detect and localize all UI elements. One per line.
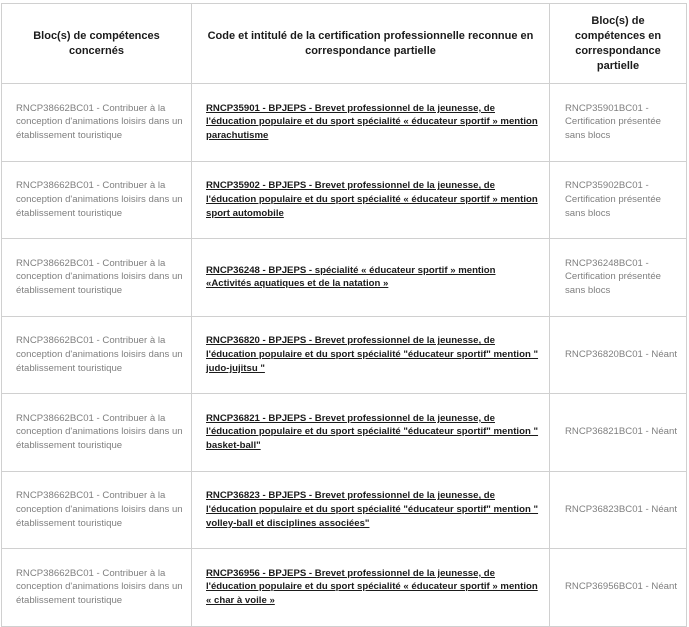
cell-correspondence: RNCP36248BC01 - Certification présentée sans blocs: [550, 239, 687, 317]
table-row: [2, 394, 687, 472]
header-competence-blocks: Bloc(s) de compétences concernés: [2, 4, 192, 84]
certification-link[interactable]: RNCP36956 - BPJEPS - Brevet professionnel de la jeunesse, de l'éducation populaire et du sport spécialité « éducateur sportif » mention « char à voile »: [206, 567, 538, 607]
table-row: [2, 161, 687, 239]
cell-correspondence: RNCP35901BC01 - Certification présentée sans blocs: [550, 84, 687, 162]
table-row: [2, 316, 687, 394]
certification-link[interactable]: RNCP36821 - BPJEPS - Brevet professionnel de la jeunesse, de l'éducation populaire et du sport spécialité "éducateur sportif" mention " basket-ball": [206, 412, 539, 452]
cell-certification: [192, 394, 550, 472]
cell-competence-block: RNCP38662BC01 - Contribuer à la conception d'animations loisirs dans un établissement touristique: [2, 471, 192, 549]
cell-competence-block: RNCP38662BC01 - Contribuer à la conception d'animations loisirs dans un établissement touristique: [2, 161, 192, 239]
cell-certification: [192, 316, 550, 394]
cell-competence-block: RNCP38662BC01 - Contribuer à la conception d'animations loisirs dans un établissement touristique: [2, 316, 192, 394]
cell-correspondence: RNCP36956BC01 - Néant: [550, 549, 687, 627]
header-correspondence-blocks: Bloc(s) de compétences en correspondance partielle: [550, 4, 687, 84]
cell-correspondence: RNCP36823BC01 - Néant: [550, 471, 687, 549]
table-header-row: [2, 4, 687, 84]
certification-link[interactable]: RNCP36248 - BPJEPS - spécialité « éducateur sportif » mention «Activités aquatiques et de la natation »: [206, 264, 496, 290]
table-row: [2, 239, 687, 317]
table-row: [2, 549, 687, 627]
certification-link[interactable]: RNCP36823 - BPJEPS - Brevet professionnel de la jeunesse, de l'éducation populaire et du sport spécialité "éducateur sportif" mention " volley-ball et disciplines associées": [206, 490, 539, 529]
cell-competence-block: RNCP38662BC01 - Contribuer à la conception d'animations loisirs dans un établissement touristique: [2, 394, 192, 472]
cell-certification: [192, 84, 550, 162]
cell-correspondence: RNCP35902BC01 - Certification présentée sans blocs: [550, 161, 687, 239]
header-certification: Code et intitulé de la certification professionnelle reconnue en correspondance partielle: [192, 4, 550, 84]
certification-link[interactable]: RNCP35901 - BPJEPS - Brevet professionnel de la jeunesse, de l'éducation populaire et du sport spécialité « éducateur sportif » mention parachutisme: [206, 102, 538, 142]
cell-certification: [192, 549, 550, 627]
certification-link[interactable]: RNCP36820 - BPJEPS - Brevet professionnel de la jeunesse, de l'éducation populaire et du sport spécialité "éducateur sportif" mention " judo-jujitsu ": [206, 335, 539, 374]
cell-certification: [192, 161, 550, 239]
correspondence-table: [1, 3, 687, 627]
cell-certification: [192, 471, 550, 549]
cell-certification: [192, 239, 550, 317]
cell-correspondence: RNCP36820BC01 - Néant: [550, 316, 687, 394]
certification-link[interactable]: RNCP35902 - BPJEPS - Brevet professionnel de la jeunesse, de l'éducation populaire et du sport spécialité « éducateur sportif » mention sport automobile: [206, 180, 538, 219]
cell-competence-block: RNCP38662BC01 - Contribuer à la conception d'animations loisirs dans un établissement touristique: [2, 239, 192, 317]
table-row: [2, 84, 687, 162]
cell-correspondence: RNCP36821BC01 - Néant: [550, 394, 687, 472]
cell-competence-block: RNCP38662BC01 - Contribuer à la conception d'animations loisirs dans un établissement touristique: [2, 84, 192, 162]
table-row: [2, 471, 687, 549]
cell-competence-block: RNCP38662BC01 - Contribuer à la conception d'animations loisirs dans un établissement touristique: [2, 549, 192, 627]
